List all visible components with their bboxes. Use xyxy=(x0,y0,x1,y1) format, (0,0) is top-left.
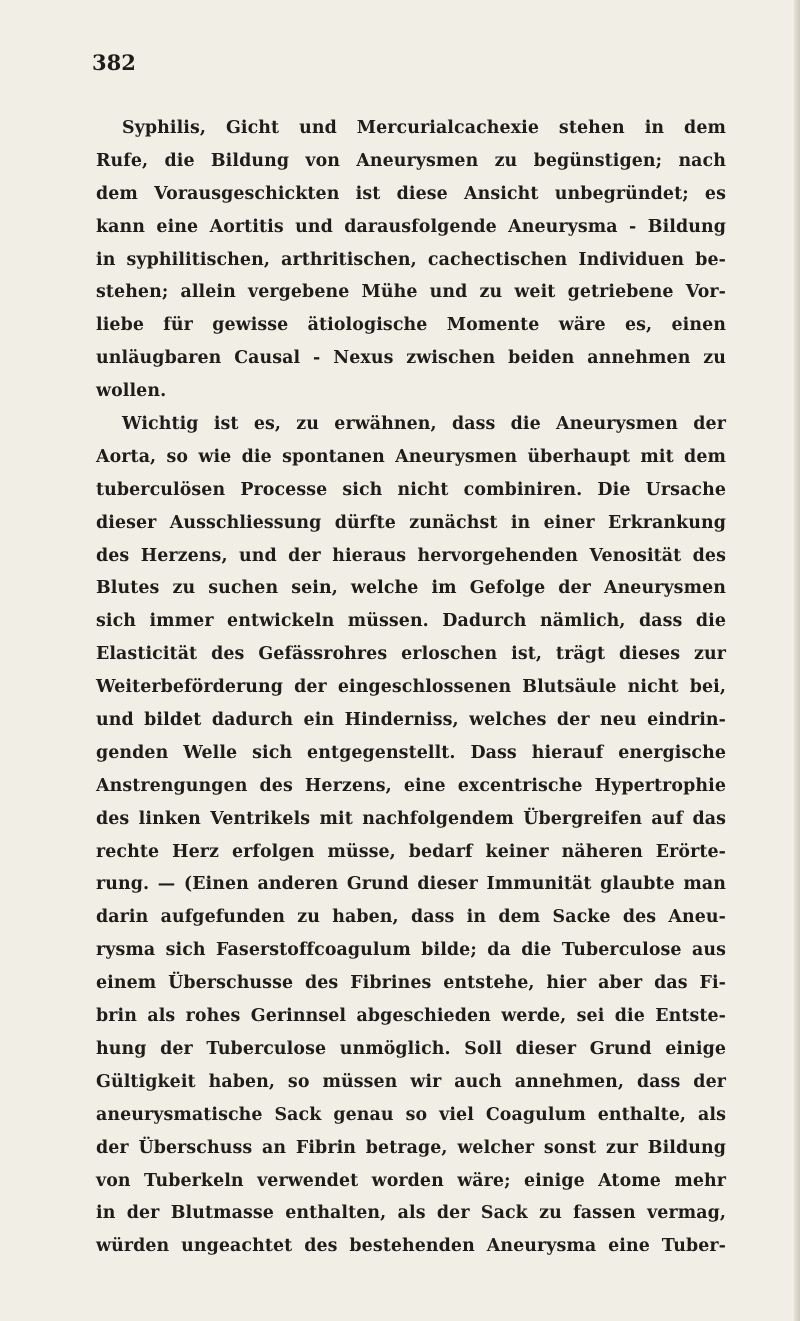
text-line: Weiterbeförderung der eingeschlossenen Blutsäule nicht bei, xyxy=(96,677,726,698)
text-line: Blutes zu suchen sein, welche im Gefolge der Aneurysmen xyxy=(96,578,726,599)
text-line: dieser Ausschliessung dürfte zunächst in einer Erkrankung xyxy=(96,512,726,533)
text-line: wollen. xyxy=(96,381,167,402)
text-line: sich immer entwickeln müssen. Dadurch nämlich, dass die xyxy=(96,611,726,632)
text-line: dem Vorausgeschickten ist diese Ansicht unbegründet; es xyxy=(96,183,726,204)
text-line: der Überschuss an Fibrin betrage, welcher sonst zur Bildung xyxy=(96,1137,726,1158)
text-line: Elasticität des Gefässrohres erloschen ist, trägt dieses zur xyxy=(96,644,726,665)
text-line: in syphilitischen, arthritischen, cachectischen Individuen be- xyxy=(96,249,726,270)
text-line: tuberculösen Processe sich nicht combiniren. Die Ursache xyxy=(96,479,726,500)
body-text xyxy=(96,112,726,1263)
text-line: von Tuberkeln verwendet worden wäre; einige Atome mehr xyxy=(96,1170,726,1191)
text-line: einem Überschusse des Fibrines entstehe, hier aber das Fi- xyxy=(96,973,726,994)
text-line: Aorta, so wie die spontanen Aneurysmen überhaupt mit dem xyxy=(96,446,726,467)
text-line: stehen; allein vergebene Mühe und zu weit getriebene Vor- xyxy=(96,282,726,303)
text-line: Syphilis, Gicht und Mercurialcachexie stehen in dem xyxy=(122,118,726,138)
text-line: rung. — (Einen anderen Grund dieser Immunität glaubte man xyxy=(96,874,726,895)
text-line: Anstrengungen des Herzens, eine excentrische Hypertrophie xyxy=(96,775,726,796)
text-line: Rufe, die Bildung von Aneurysmen zu begünstigen; nach xyxy=(96,150,726,171)
text-line: rysma sich Faserstoffcoagulum bilde; da die Tuberculose aus xyxy=(96,940,726,961)
text-line: brin als rohes Gerinnsel abgeschieden werde, sei die Entste- xyxy=(96,1006,726,1027)
text-line: würden ungeachtet des bestehenden Aneurysma eine Tuber- xyxy=(96,1236,726,1257)
text-line: des linken Ventrikels mit nachfolgendem Übergreifen auf das xyxy=(96,808,726,829)
text-line: Gültigkeit haben, so müssen wir auch annehmen, dass der xyxy=(96,1071,726,1092)
text-line: in der Blutmasse enthalten, als der Sack zu fassen vermag, xyxy=(96,1203,726,1224)
text-line: genden Welle sich entgegenstellt. Dass hierauf energische xyxy=(96,742,726,763)
text-line: rechte Herz erfolgen müsse, bedarf keiner näheren Erörte- xyxy=(96,841,726,862)
text-line: kann eine Aortitis und darausfolgende Aneurysma - Bildung xyxy=(96,216,726,237)
text-line: liebe für gewisse ätiologische Momente wäre es, einen xyxy=(96,315,726,336)
text-line: aneurysmatische Sack genau so viel Coagulum enthalte, als xyxy=(96,1104,726,1125)
text-line: unläugbaren Causal - Nexus zwischen beiden annehmen zu xyxy=(96,348,726,369)
text-line: des Herzens, und der hieraus hervorgehenden Venosität des xyxy=(96,545,726,566)
text-line: und bildet dadurch ein Hinderniss, welches der neu eindrin- xyxy=(96,710,726,731)
page-edge xyxy=(794,0,800,1321)
text-line: darin aufgefunden zu haben, dass in dem Sacke des Aneu- xyxy=(96,907,726,928)
text-line: Wichtig ist es, zu erwähnen, dass die Aneurysmen der xyxy=(122,414,726,435)
page-number: 382 xyxy=(92,50,136,75)
text-line: hung der Tuberculose unmöglich. Soll dieser Grund einige xyxy=(96,1038,726,1059)
